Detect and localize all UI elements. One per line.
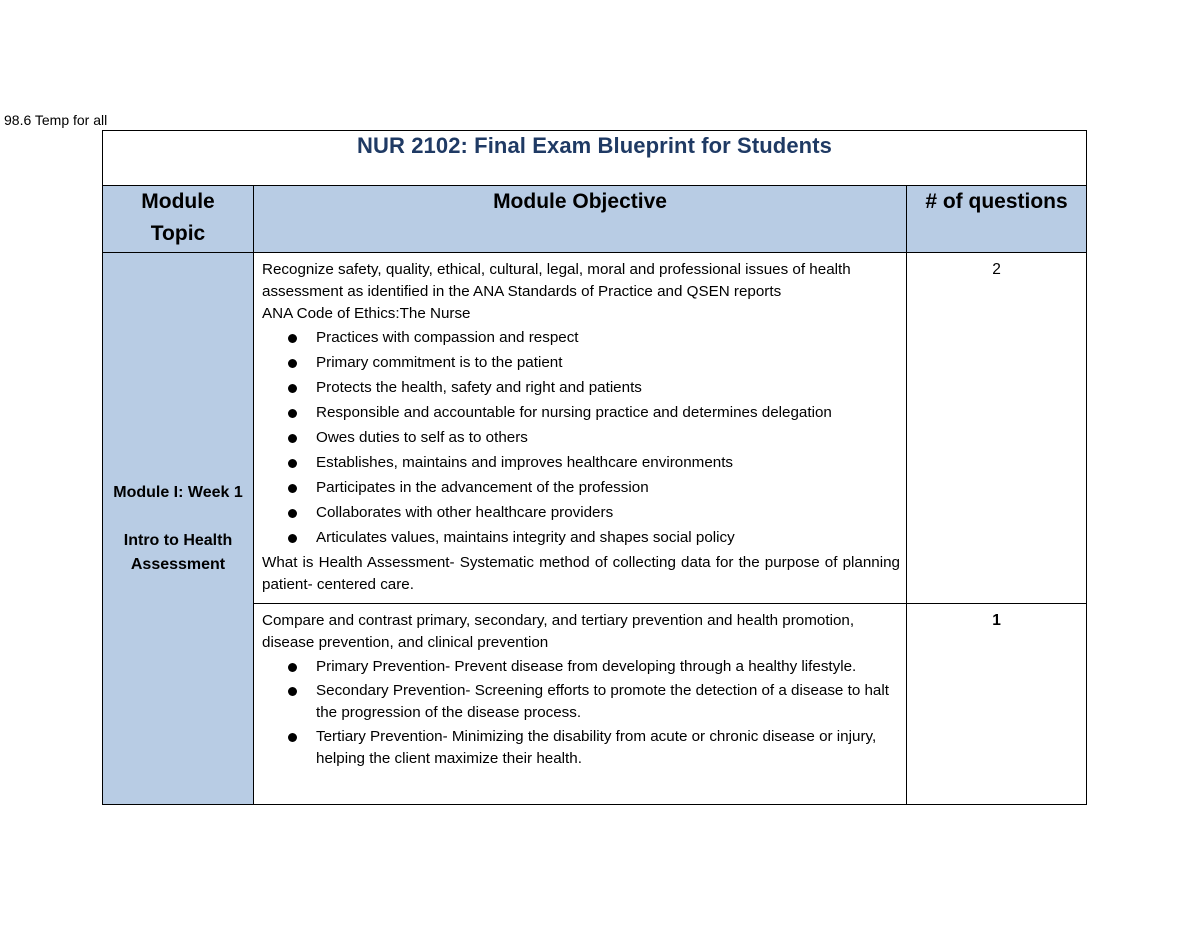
question-count-cell: 2 <box>907 253 1087 604</box>
list-item: Secondary Prevention- Screening efforts to promote the detection of a disease to halt the progression of the disease process. <box>316 680 900 724</box>
objective-cell <box>254 604 907 805</box>
exam-blueprint-table <box>102 130 1087 805</box>
list-item: Protects the health, safety and right and patients <box>316 377 900 399</box>
module-topic-cell <box>103 253 254 805</box>
list-item: Primary commitment is to the patient <box>316 352 900 374</box>
objective-intro: Recognize safety, quality, ethical, cultural, legal, moral and professional issues of health assessment as identified in the ANA Standards of Practice and QSEN reports <box>262 261 851 300</box>
header-module-topic: Module Topic <box>103 186 254 253</box>
list-item: Establishes, maintains and improves healthcare environments <box>316 452 900 474</box>
question-count-cell: 1 <box>907 604 1087 805</box>
header-module-objective: Module Objective <box>254 186 907 253</box>
table-row <box>103 253 1087 604</box>
document-title: NUR 2102: Final Exam Blueprint for Students <box>357 133 832 158</box>
list-item: Primary Prevention- Prevent disease from developing through a healthy lifestyle. <box>316 656 900 678</box>
objective-bullet-list <box>262 327 900 549</box>
list-item: Articulates values, maintains integrity and shapes social policy <box>316 527 900 549</box>
header-row <box>103 186 1087 253</box>
objective-subheading: ANA Code of Ethics:The Nurse <box>262 305 471 322</box>
title-cell <box>103 131 1087 186</box>
objective-intro: Compare and contrast primary, secondary, and tertiary prevention and health promotion, disease prevention, and clinical prevention <box>262 612 855 651</box>
objective-bullet-list <box>262 656 900 770</box>
objective-closing: What is Health Assessment- Systematic method of collecting data for the purpose of planning patient- centered care. <box>262 554 900 593</box>
list-item: Tertiary Prevention- Minimizing the disability from acute or chronic disease or injury, helping the client maximize their health. <box>316 726 900 770</box>
module-name-label: Intro to Health Assessment <box>123 531 233 573</box>
list-item: Participates in the advancement of the profession <box>316 477 900 499</box>
list-item: Practices with compassion and respect <box>316 327 900 349</box>
header-question-count: # of questions <box>907 186 1087 253</box>
list-item: Collaborates with other healthcare providers <box>316 502 900 524</box>
objective-cell <box>254 253 907 604</box>
module-week-label: Module I: Week 1 <box>113 483 243 501</box>
list-item: Responsible and accountable for nursing practice and determines delegation <box>316 402 900 424</box>
list-item: Owes duties to self as to others <box>316 427 900 449</box>
temp-note: 98.6 Temp for all <box>4 112 108 128</box>
